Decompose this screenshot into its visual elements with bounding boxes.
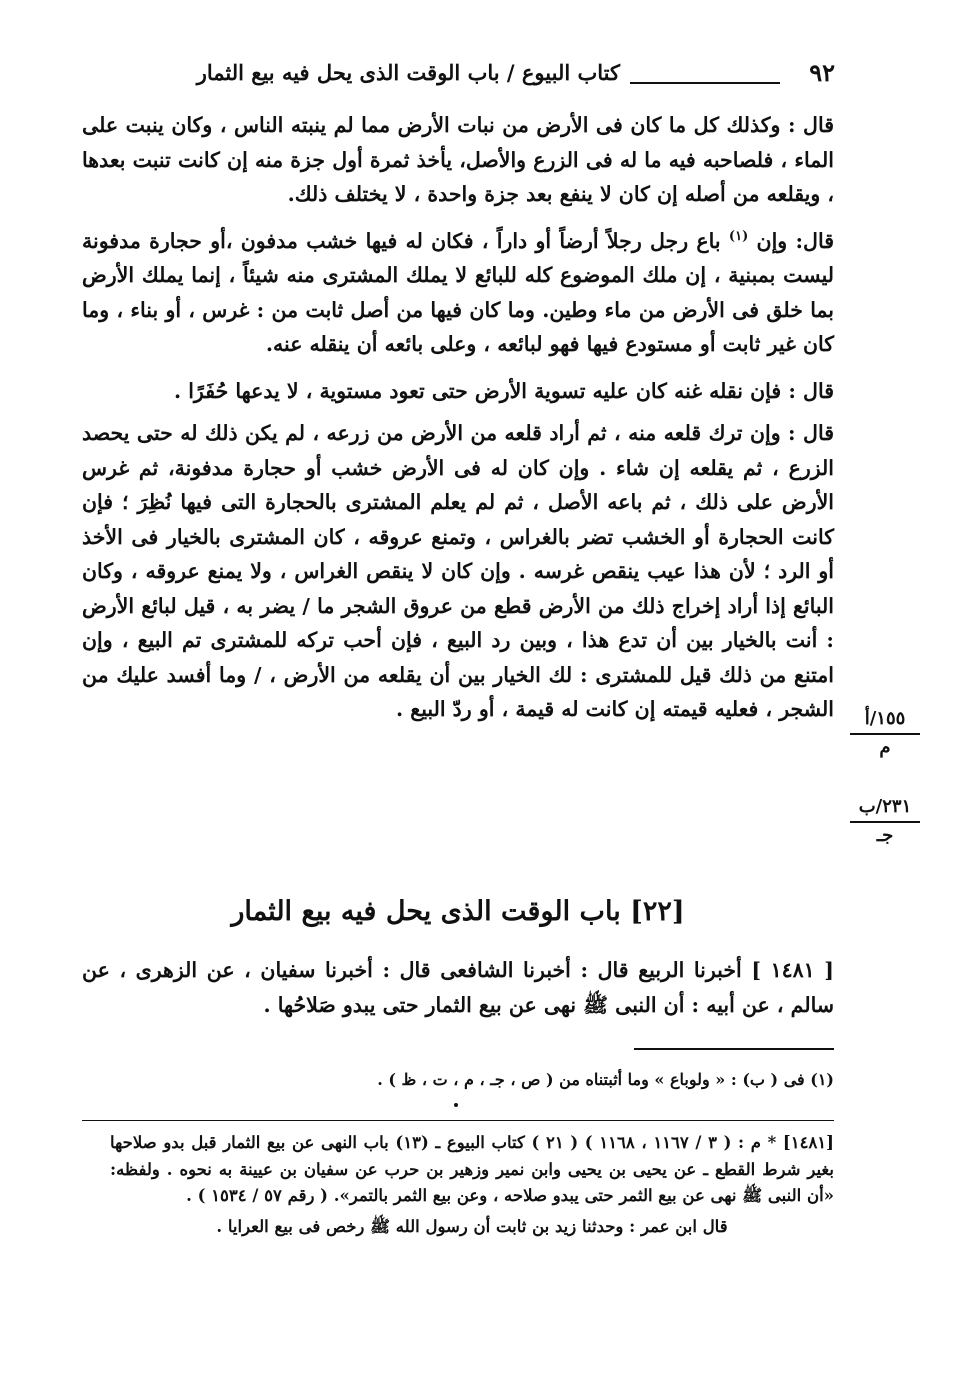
hadith-text: [ ١٤٨١ ] أخبرنا الربيع قال : أخبرنا الشافعى قال : أخبرنا سفيان ، عن الزهرى ، عن سالم ، عن أبيه : أن النبى ﷺ نهى عن بيع الثمار حتى يبدو صَلاحُها . bbox=[82, 958, 834, 1017]
paragraph-lead: قال bbox=[803, 421, 834, 445]
paragraph-4 bbox=[82, 416, 834, 727]
margin-note-folio: ١٥٥/أ bbox=[850, 708, 920, 735]
footnote-rule bbox=[634, 1048, 834, 1050]
paragraph-lead: قال bbox=[803, 113, 834, 137]
running-title: كتاب البيوع / باب الوقت الذى يحل فيه بيع الثمار bbox=[196, 60, 620, 85]
takhrij-text: [١٤٨١] * م : ( ٣ / ١١٦٧ ، ١١٦٨ ) ( ٢١ ) كتاب البيوع ـ (١٣) باب النهى عن بيع الثمار قبل بدو صلاحها بغير شرط القطع ـ عن يحيى بن يحيى وابن نمير وزهير بن حرب عن سفيان بن عيينة به نحوه . ولفظه: «أن النبى ﷺ نهى عن بيع الثمر حتى يبدو صلاحه ، وعن بيع الثمر بالتمر». ( رقم ٥٧ / ١٥٣٤ ) . bbox=[110, 1133, 834, 1205]
paragraph-text: وإن bbox=[748, 228, 788, 253]
chapter-title: [٢٢] باب الوقت الذى يحل فيه بيع الثمار bbox=[231, 896, 685, 927]
ink-dot bbox=[454, 1103, 458, 1107]
takhrij-note bbox=[110, 1130, 834, 1240]
margin-note-siglum: جـ bbox=[876, 825, 894, 846]
running-header bbox=[60, 58, 835, 98]
paragraph-lead: قال: bbox=[795, 228, 834, 253]
main-text bbox=[82, 108, 834, 739]
paragraph-1 bbox=[82, 108, 834, 212]
header-rule bbox=[630, 82, 780, 84]
paragraph-2 bbox=[82, 224, 834, 362]
paragraph-lead: قال bbox=[803, 378, 834, 403]
margin-note-manuscript-m bbox=[850, 708, 920, 759]
paragraph-text: باع رجل رجلاً أرضاً أو داراً ، فكان له فيها خشب مدفون ،أو حجارة مدفونة ليست بمبنية ، إن ملك الموضوع كله للبائع لا يملك المشترى منه شيئاً ، إنما يملك الأرض بما خلق فى الأرض من ماء وطين. وما كان فيها من أصل ثابت من : غرس ، أو بناء ، وما كان غير ثابت أو مستودع فيها فهو لبائعه ، وعلى بائعه أن ينقله عنه. bbox=[82, 228, 834, 356]
paragraph-3 bbox=[82, 374, 834, 409]
margin-note-folio: ٢٣١/ب bbox=[850, 796, 920, 823]
paragraph-text: : وإن ترك قلعه منه ، ثم أراد قلعه من الأرض من زرعه ، لم يكن ذلك له حتى يحصد الزرع ، ثم يقلعه إن شاء . وإن كان له فى الأرض خشب أو حجارة مدفونة، ثم غرس الأرض على ذلك ، ثم باعه الأصل ، ثم لم يعلم المشترى بالحجارة التى فيها نُظِرَ ؛ فإن كانت الحجارة أو الخشب تضر بالغراس ، وتمنع عروقه ، كان المشترى بالخيار فى الأخذ أو الرد ؛ لأن هذا عيب ينقص غرسه . وإن كان لا ينقص الغراس ، ولا يمنع عروقه ، وكان البائع إذا أراد إخراج ذلك من الأرض قطع من عروق الشجر ما / يضر به ، قيل لبائع الأرض : أنت بالخيار بين أن تدع هذا ، وبين رد البيع ، فإن أحب تركه للمشترى تم البيع ، وإن امتنع من ذلك قيل للمشترى : لك الخيار بين أن يقلعه من الأرض ، / وما أفسد عليك من الشجر ، فعليه قيمته إن كانت له قيمة ، أو ردّ البيع . bbox=[82, 421, 834, 721]
takhrij-rule bbox=[82, 1120, 834, 1121]
page-number: ٩٢ bbox=[809, 58, 835, 87]
footnote: (١) فى ( ب) : « ولوباع » وما أثبتناه من ( ص ، جـ ، م ، ت ، ظ ) . bbox=[377, 1070, 834, 1089]
footnote-ref[interactable]: (١) bbox=[728, 228, 749, 244]
margin-note-manuscript-j bbox=[850, 796, 920, 847]
paragraph-text: : وكذلك كل ما كان فى الأرض من نبات الأرض مما لم ينبته الناس ، وكان ينبت على الماء ، فلصاحبه فيه ما له فى الزرع والأصل، يأخذ ثمرة أول جزة منه إن كانت تنبت بعدها ، ويقلعه من أصله إن كان لا ينفع بعد جزة واحدة ، لا يختلف ذلك. bbox=[82, 113, 834, 206]
margin-note-siglum: م bbox=[879, 737, 891, 758]
takhrij-last-line: قال ابن عمر : وحدثنا زيد بن ثابت أن رسول الله ﷺ رخص فى بيع العرايا . bbox=[216, 1216, 728, 1236]
paragraph-text: : فإن نقله غنه كان عليه تسوية الأرض حتى تعود مستوية ، لا يدعها حُفَرًا . bbox=[173, 378, 796, 403]
